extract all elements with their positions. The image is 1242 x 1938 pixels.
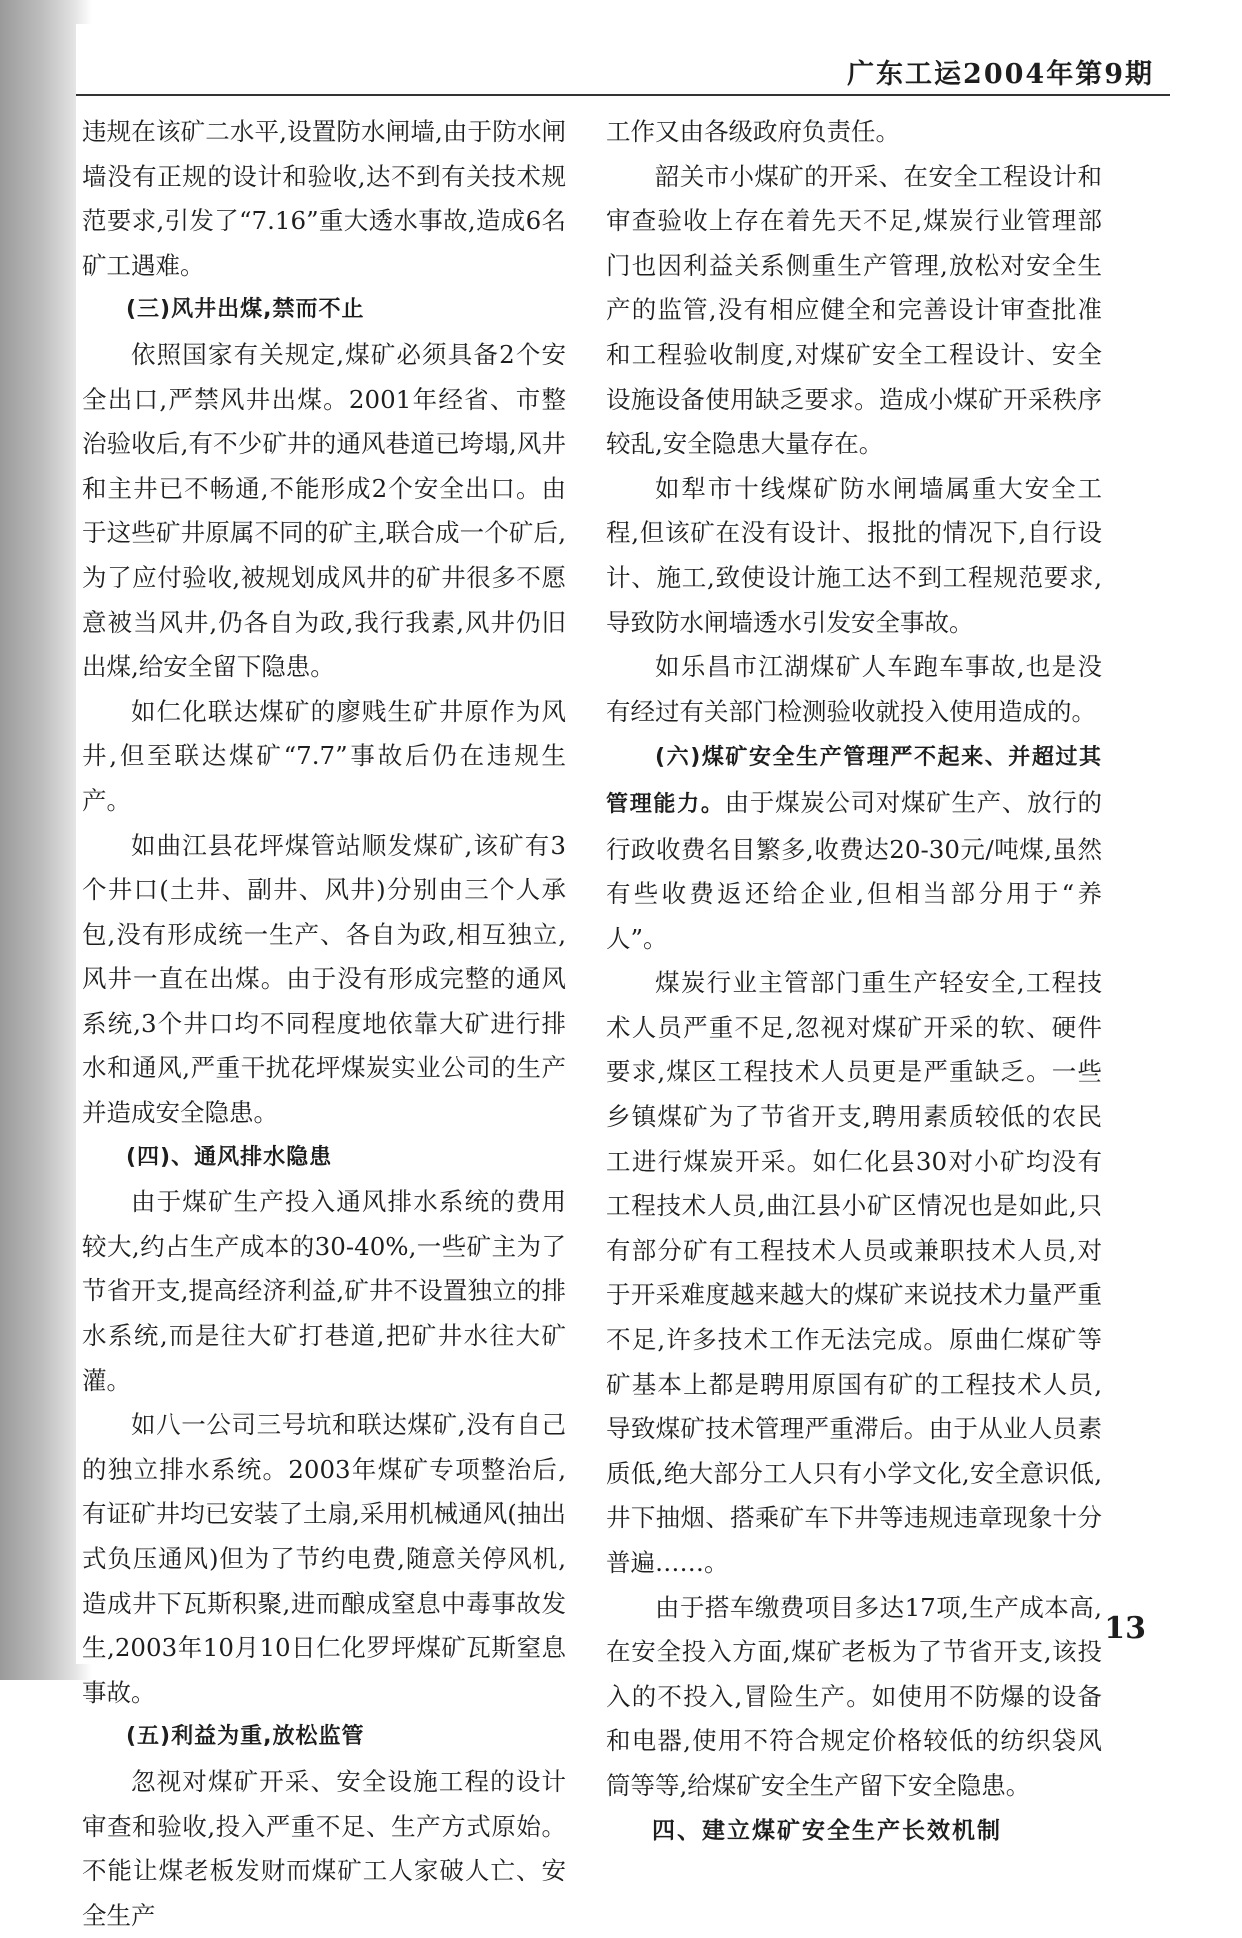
section-heading: (五)利益为重,放松监管 — [126, 1724, 365, 1750]
paragraph: 由于搭车缴费项目多达17项,生产成本高,在安全投入方面,煤矿老板为了节省开支,该投入的不投入,冒险生产。如使用不防爆的设备和电器,使用不符合规定价格较低的纺织袋风筒等等,给煤矿安全生产留下安全隐患。 — [606, 1592, 1102, 1800]
continued-text: 违规在该矿二水平,设置防水闸墙,由于防水闸墙没有正规的设计和验收,达不到有关技术规范要求,引发了“7.16”重大透水事故,造成6名矿工遇难。 — [82, 117, 566, 280]
paragraph: 如犁市十线煤矿防水闸墙属重大安全工程,但该矿在没有设计、报批的情况下,自行设计、施工,致使设计施工达不到工程规范要求,导致防水闸墙透水引发安全事故。 — [606, 473, 1102, 637]
paragraph: 如仁化联达煤矿的廖贱生矿井原作为风井,但至联达煤矿“7.7”事故后仍在违规生产。 — [82, 696, 566, 815]
continued-text: 工作又由各级政府负责任。 — [606, 117, 900, 146]
paragraph-text: 由于煤炭公司对煤矿生产、放行的行政收费名目繁多,收费达20-30元/吨煤,虽然有些收费返还给企业,但相当部分用于“养人”。 — [606, 787, 1102, 953]
inline-heading: (六)煤矿安全生产管理严不起来、并超过其管理能力。 — [606, 745, 1102, 817]
paragraph: 如乐昌市江湖煤矿人车跑车事故,也是没有经过有关部门检测验收就投入使用造成的。 — [606, 652, 1102, 726]
left-column — [82, 110, 566, 1938]
paragraph: 煤炭行业主管部门重生产轻安全,工程技术人员严重不足,忽视对煤矿开采的软、硬件要求,煤区工程技术人员更是严重缺乏。一些乡镇煤矿为了节省开支,聘用素质较低的农民工进行煤炭开采。如仁化县30对小矿均没有工程技术人员,曲江县小矿区情况也是如此,只有部分矿有工程技术人员或兼职技术人员,对于开采难度越来越大的煤矿来说技术力量严重不足,许多技术工作无法完成。原曲仁煤矿等矿基本上都是聘用原国有矿的工程技术人员,导致煤矿技术管理严重滞后。由于从业人员素质低,绝大部分工人只有小学文化,安全意识低,井下抽烟、搭乘矿车下井等违规违章现象十分普遍……。 — [606, 968, 1102, 1577]
magazine-page — [76, 24, 1198, 1930]
paragraph: 忽视对煤矿开采、安全设施工程的设计审查和验收,投入严重不足、生产方式原始。不能让煤老板发财而煤矿工人家破人亡、安全生产 — [82, 1766, 566, 1930]
paragraph: 如八一公司三号坑和联达煤矿,没有自己的独立排水系统。2003年煤矿专项整治后,有证矿井均已安装了土扇,采用机械通风(抽出式负压通风)但为了节约电费,随意关停风机,造成井下瓦斯积聚,进而酿成窒息中毒事故发生,2003年10月10日仁化罗坪煤矿瓦斯窒息事故。 — [82, 1410, 566, 1707]
paragraph — [606, 734, 1102, 961]
chapter-heading: 四、建立煤矿安全生产长效机制 — [652, 1817, 1002, 1844]
section-heading: (四)、通风排水隐患 — [126, 1144, 333, 1170]
running-header: 广东工运2004年第9期 — [847, 59, 1154, 90]
header-rule — [76, 94, 1170, 96]
section-heading: (三)风井出煤,禁而不止 — [126, 297, 365, 323]
paragraph: 依照国家有关规定,煤矿必须具备2个安全出口,严禁风井出煤。2001年经省、市整治验收后,有不少矿井的通风巷道已垮塌,风井和主井已不畅通,不能形成2个安全出口。由于这些矿井原属不同的矿主,联合成一个矿后,为了应付验收,被规划成风井的矿井很多不愿意被当风井,仍各自为政,我行我素,风井仍旧出煤,给安全留下隐患。 — [82, 339, 566, 682]
paragraph: 如曲江县花坪煤管站顺发煤矿,该矿有3个井口(土井、副井、风井)分别由三个人承包,没有形成统一生产、各自为政,相互独立,风井一直在出煤。由于没有形成完整的通风系统,3个井口均不同程度地依靠大矿进行排水和通风,严重干扰花坪煤炭实业公司的生产并造成安全隐患。 — [82, 830, 566, 1128]
right-column — [606, 110, 1102, 1853]
paragraph: 韶关市小煤矿的开采、在安全工程设计和审查验收上存在着先天不足,煤炭行业管理部门也因利益关系侧重生产管理,放松对安全生产的监管,没有相应健全和完善设计审查批准和工程验收制度,对煤矿安全工程设计、安全设施设备使用缺乏要求。造成小煤矿开采秩序较乱,安全隐患大量存在。 — [606, 161, 1102, 459]
page-number: 13 — [1104, 1611, 1146, 1646]
paragraph: 由于煤矿生产投入通风排水系统的费用较大,约占生产成本的30-40%,一些矿主为了节省开支,提高经济利益,矿井不设置独立的排水系统,而是往大矿打巷道,把矿井水往大矿灌。 — [82, 1187, 566, 1395]
